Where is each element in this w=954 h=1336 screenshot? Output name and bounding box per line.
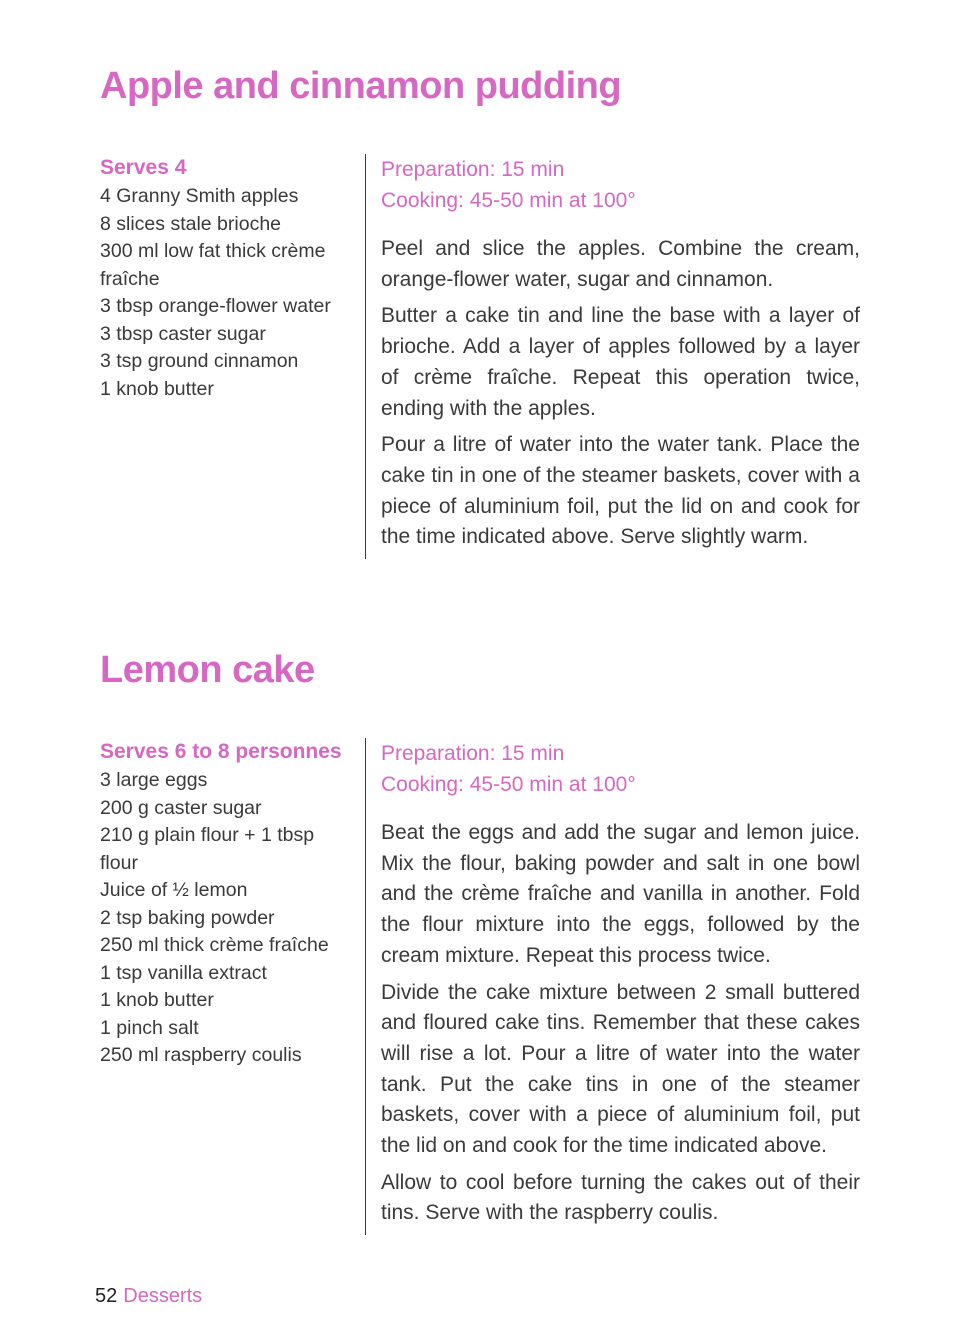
section-name: Desserts — [123, 1285, 203, 1307]
ingredient-item: 1 knob butter — [100, 989, 214, 1011]
ingredients-column — [100, 738, 350, 1070]
ingredient-item: 210 g plain flour + 1 tbsp — [100, 824, 315, 846]
ingredient-item: 4 Granny Smith apples — [100, 185, 299, 207]
ingredient-item: 200 g caster sugar — [100, 796, 262, 819]
ingredient-item: 250 ml thick crème fraîche — [100, 934, 329, 956]
ingredient-item: 300 ml low fat thick crème — [100, 240, 326, 262]
ingredient-item: 3 tbsp caster sugar — [100, 322, 266, 345]
ingredient-item: 3 tbsp orange-flower water — [100, 295, 331, 317]
ingredient-list — [100, 767, 350, 1070]
recipe-title: Apple and cinnamon pudding — [100, 65, 622, 107]
method-paragraph: Allow to cool before turning the cakes out of their tins. Serve with the raspberry coulis. — [381, 1170, 860, 1225]
recipe-apple-cinnamon-pudding — [100, 60, 860, 549]
ingredient-item: 1 knob butter — [100, 377, 214, 400]
preparation-time: Preparation: 15 min — [381, 742, 565, 765]
ingredient-item: 1 tsp vanilla extract — [100, 961, 267, 984]
preparation-time: Preparation: 15 min — [381, 158, 565, 181]
method-paragraph: Peel and slice the apples. Combine the cream, orange-flower water, sugar and cinnamon. — [381, 237, 860, 291]
method-steps — [381, 818, 860, 1229]
cooking-time: Cooking: 45-50 min at 100° — [381, 773, 636, 796]
ingredients-column — [100, 154, 350, 403]
method-column — [365, 738, 860, 1235]
ingredient-item: fraîche — [100, 267, 160, 290]
recipe-lemon-cake — [100, 644, 860, 1225]
ingredient-item: 8 slices stale brioche — [100, 212, 282, 235]
ingredient-item: 3 large eggs — [100, 769, 208, 791]
serves-label: Serves 4 — [100, 156, 187, 179]
ingredient-list — [100, 183, 350, 403]
recipe-title: Lemon cake — [100, 649, 315, 691]
method-paragraph: Pour a litre of water into the water tank. Place the cake tin in one of the steamer baskets, cover with a piece of aluminium foil, put the lid on and cook for the time indicated above. Serve slightly warm. — [381, 433, 860, 549]
method-paragraph: Butter a cake tin and line the base with a layer of brioche. Add a layer of apples followed by a layer of crème fraîche. Repeat this operation twice, ending with the apples. — [381, 304, 860, 420]
page-number: 52 — [95, 1285, 118, 1307]
cooking-time: Cooking: 45-50 min at 100° — [381, 189, 636, 212]
page-footer — [95, 1282, 202, 1310]
ingredient-item: Juice of ½ lemon — [100, 879, 248, 901]
ingredient-item: 250 ml raspberry coulis — [100, 1044, 302, 1066]
method-paragraph: Beat the eggs and add the sugar and lemon juice. Mix the flour, baking powder and salt in one bowl and the crème fraîche and vanilla in another. Fold the flour mixture into the eggs, followed by the cream mixture. Repeat this process twice. — [381, 821, 860, 967]
ingredient-item: 3 tsp ground cinnamon — [100, 350, 299, 372]
serves-label: Serves 6 to 8 personnes — [100, 740, 342, 763]
method-steps — [381, 234, 860, 553]
ingredient-item: 1 pinch salt — [100, 1016, 199, 1039]
method-column — [365, 154, 860, 559]
method-paragraph: Divide the cake mixture between 2 small buttered and floured cake tins. Remember that these cakes will rise a lot. Pour a litre of water into the water tank. Put the cake tins in one of the steamer baskets, cover with a piece of aluminium foil, put the lid on and cook for the time indicated above. — [381, 980, 860, 1158]
ingredient-item: flour — [100, 851, 138, 874]
ingredient-item: 2 tsp baking powder — [100, 906, 275, 929]
